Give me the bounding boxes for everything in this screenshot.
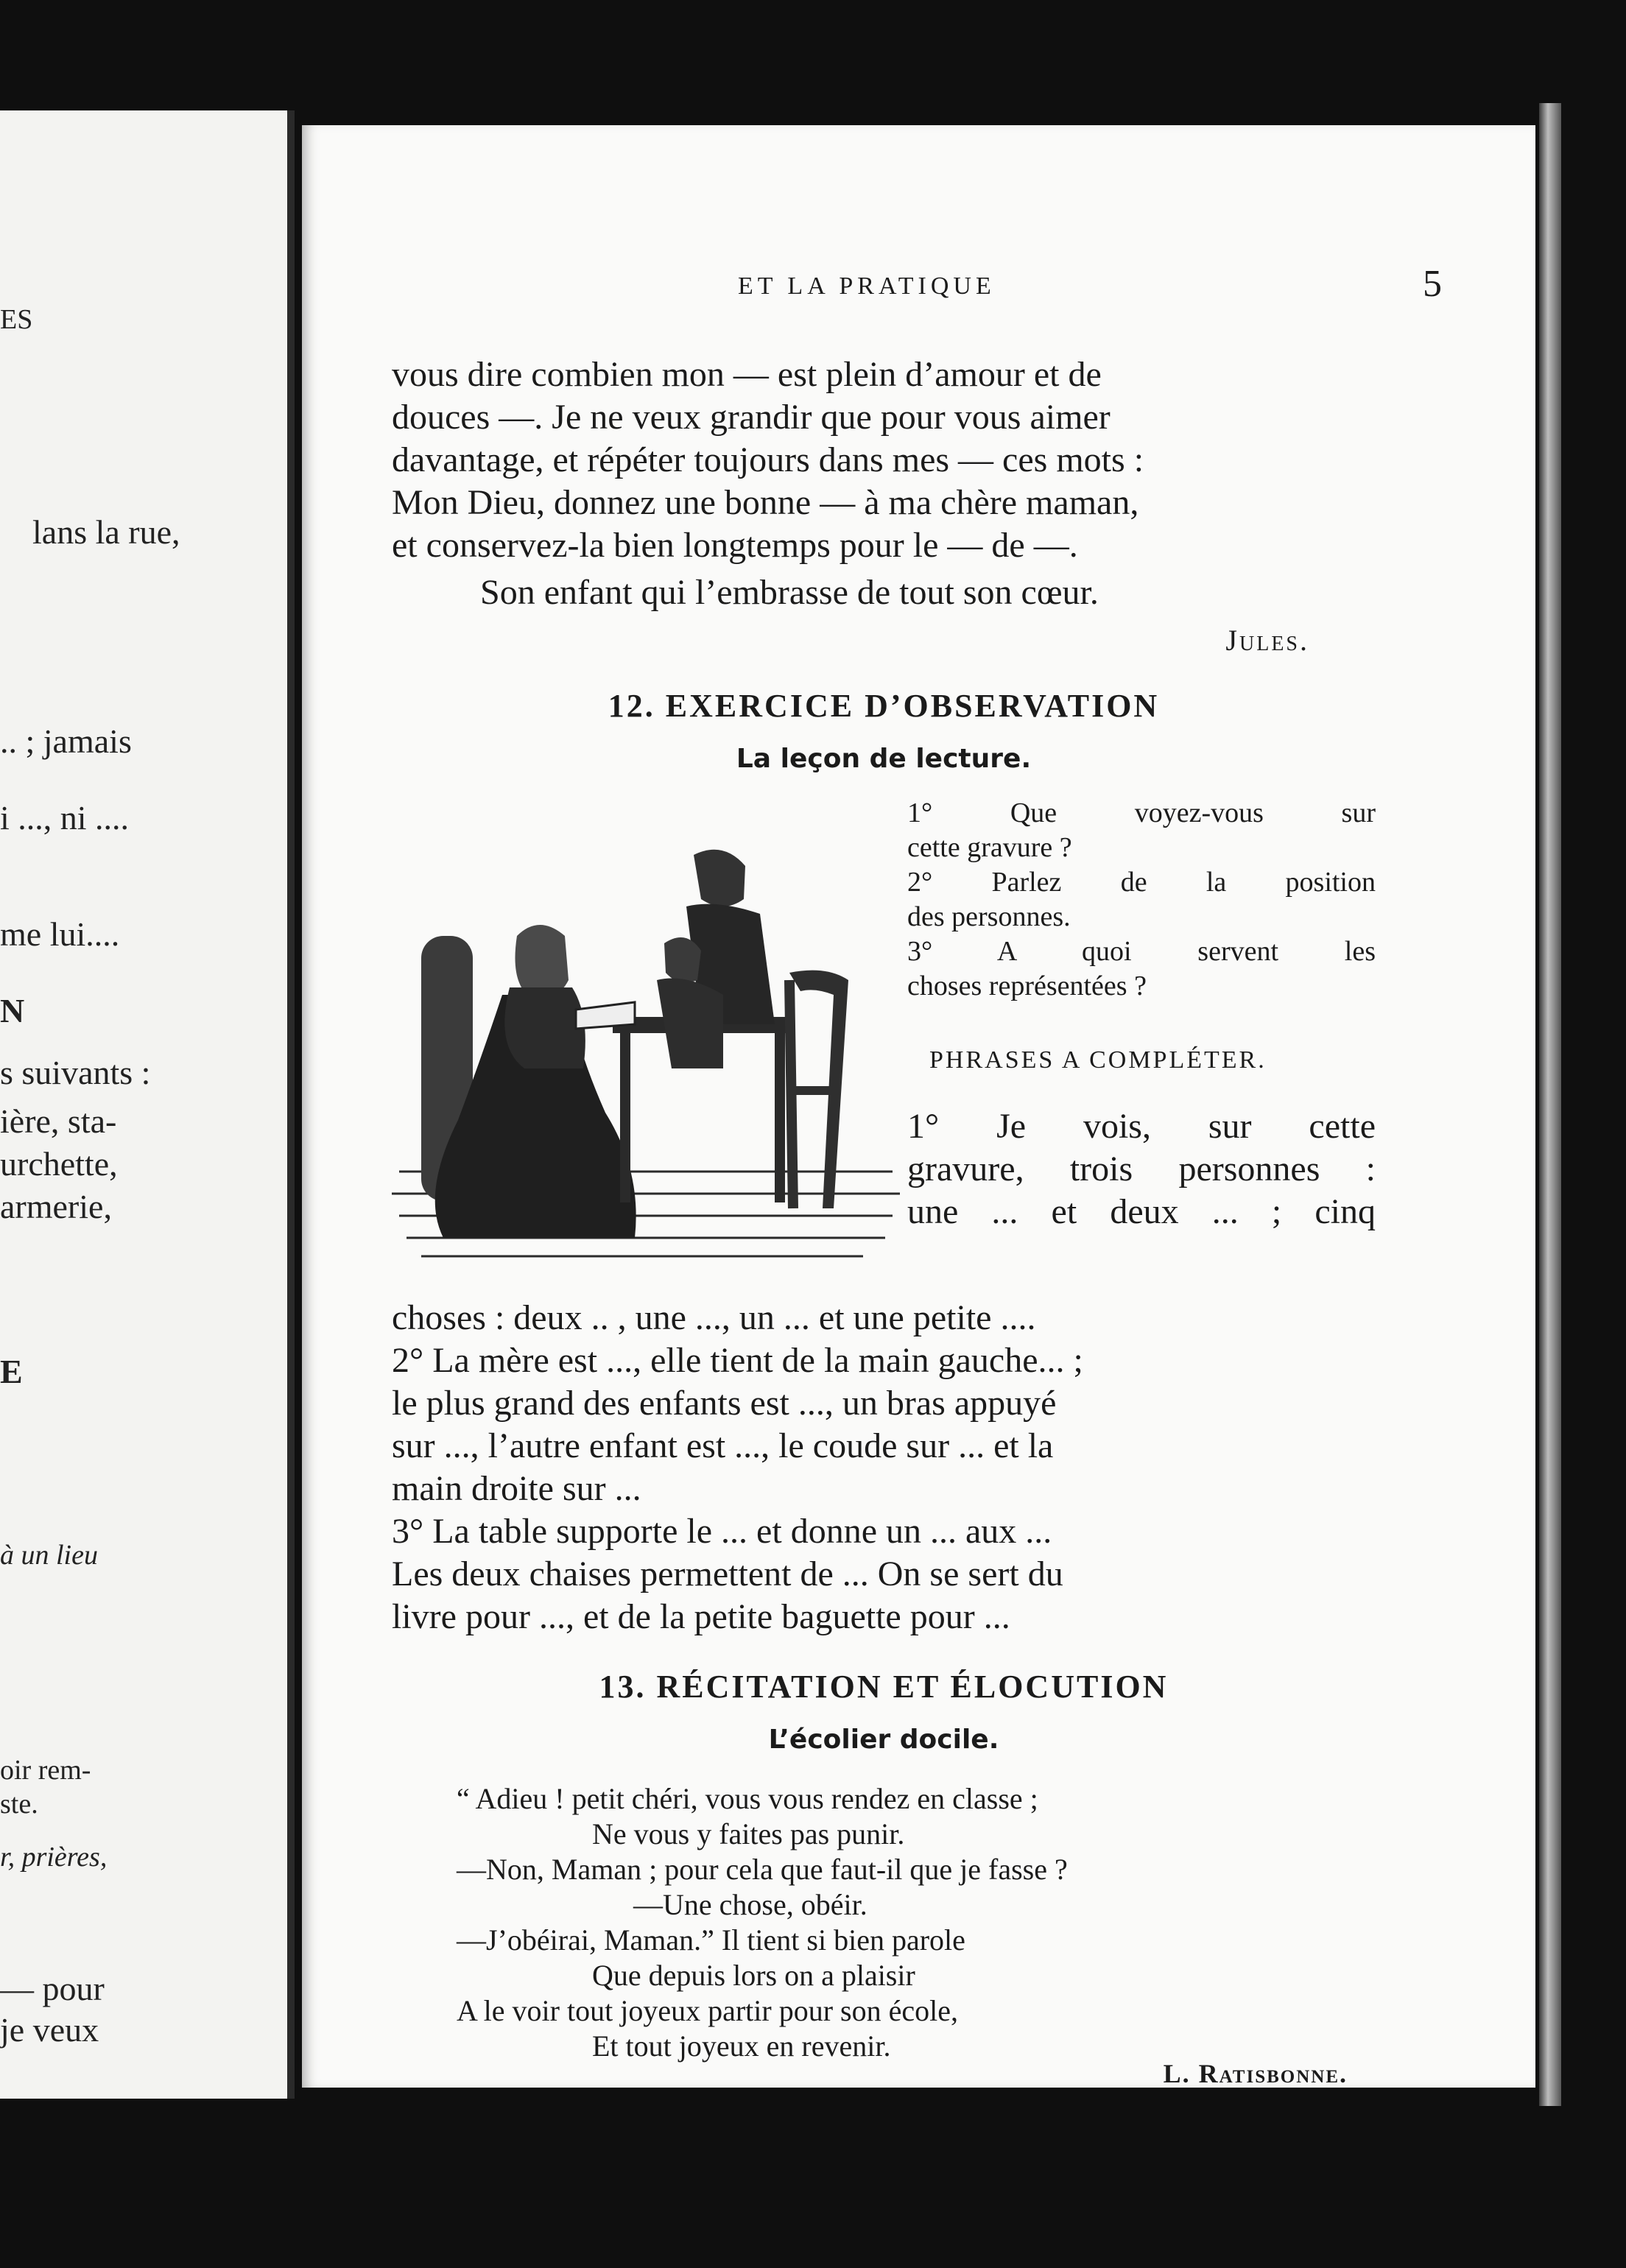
left-fragment: ière, sta- (0, 1102, 117, 1140)
poem-line: —J’obéirai, Maman.” Il tient si bien parole (457, 1923, 965, 1957)
fill-in-line: 1° Je vois, sur cette (907, 1107, 1376, 1146)
poem (392, 1781, 1626, 2064)
letter-closing: Son enfant qui l’embrasse de tout son cœur. (480, 573, 1099, 612)
observation-questions (907, 796, 1376, 1004)
left-fragment: je veux (0, 2011, 99, 2049)
fill-in-line: 3° La table supporte le ... et donne un ... aux ... (392, 1512, 1052, 1551)
fill-in-line: gravure, trois personnes : (907, 1149, 1376, 1188)
page-header (392, 263, 1626, 353)
left-fragment: .. ; jamais (0, 722, 132, 760)
fill-in-line: choses : deux .. , une ..., un ... et une petite .... (392, 1298, 1036, 1337)
question-line: 2° Parlez de la position (907, 867, 1376, 898)
phrases-title: PHRASES A COMPLÉTER. (929, 1046, 1267, 1074)
letter-text (392, 353, 1376, 567)
poem-line: —Une chose, obéir. (633, 1888, 867, 1921)
left-fragment: me lui.... (0, 915, 120, 953)
left-fragment: r, prières, (0, 1842, 108, 1873)
left-fragment: ste. (0, 1789, 38, 1820)
poem-line: A le voir tout joyeux partir pour son école, (457, 1994, 958, 2027)
poem-line: —Non, Maman ; pour cela que faut-il que je fasse ? (457, 1853, 1068, 1886)
left-page (0, 110, 295, 2099)
fill-in-line: main droite sur ... (392, 1469, 641, 1508)
poem-author: L. Ratisbonne. (1163, 2059, 1348, 2088)
question-line: choses représentées ? (907, 971, 1147, 1001)
left-fragment: — pour (0, 1970, 105, 2007)
left-fragment: E (0, 1353, 23, 1390)
left-fragment: lans la rue, (32, 513, 180, 551)
fill-in-line: le plus grand des enfants est ..., un bras appuyé (392, 1384, 1057, 1423)
left-fragment: i ..., ni .... (0, 799, 130, 837)
left-fragment: oir rem- (0, 1755, 91, 1786)
right-page (302, 125, 1535, 2088)
left-fragment: armerie, (0, 1188, 112, 1225)
left-fragment: à un lieu (0, 1540, 98, 1571)
question-line: cette gravure ? (907, 832, 1072, 863)
left-fragment: ES (0, 304, 33, 335)
letter-line: vous dire combien mon — est plein d’amour et de (392, 355, 1102, 394)
engraving-younger-child (664, 937, 701, 982)
fill-in-lines (907, 1105, 1376, 1233)
question-line: 3° A quoi servent les (907, 936, 1376, 967)
fill-in-line: sur ..., l’autre enfant est ..., le coude sur ... et la (392, 1426, 1054, 1465)
poem-line: “ Adieu ! petit chéri, vous vous rendez en classe ; (457, 1782, 1038, 1815)
letter-line: davantage, et répéter toujours dans mes — ces mots : (392, 440, 1144, 479)
poem-line: Ne vous y faites pas punir. (592, 1817, 905, 1850)
page-number: 5 (1423, 263, 1442, 305)
question-line: des personnes. (907, 901, 1071, 932)
poem-line: Et tout joyeux en revenir. (592, 2029, 891, 2063)
page-text (392, 263, 1626, 2089)
left-fragment: urchette, (0, 1145, 118, 1183)
fill-in-continued (392, 1297, 1376, 1638)
fill-in-line: 2° La mère est ..., elle tient de la main gauche... ; (392, 1341, 1083, 1380)
fill-in-line: une ... et deux ... ; cinq (907, 1192, 1376, 1231)
observation-block (392, 796, 1376, 1304)
left-fragment: N (0, 992, 25, 1029)
section-13-title: 13. RÉCITATION ET ÉLOCUTION (599, 1669, 1169, 1705)
fill-in-line: livre pour ..., et de la petite baguette pour ... (392, 1597, 1010, 1636)
reading-lesson-engraving (392, 825, 900, 1260)
letter-line: douces —. Je ne veux grandir que pour vous aimer (392, 398, 1111, 437)
question-line: 1° Que voyez-vous sur (907, 797, 1376, 828)
section-12-title: 12. EXERCICE D’OBSERVATION (608, 688, 1160, 724)
fill-in-line: Les deux chaises permettent de ... On se sert du (392, 1554, 1063, 1593)
left-fragment: s suivants : (0, 1054, 151, 1091)
section-12-subtitle: La leçon de lecture. (736, 744, 1032, 774)
letter-signature: Jules. (1225, 624, 1309, 657)
section-13-subtitle: L’écolier docile. (768, 1725, 999, 1755)
letter-line: et conservez-la bien longtemps pour le — de —. (392, 526, 1078, 565)
letter-line: Mon Dieu, donnez une bonne — à ma chère maman, (392, 483, 1139, 522)
poem-line: Que depuis lors on a plaisir (592, 1959, 915, 1992)
running-head: ET LA PRATIQUE (738, 272, 996, 300)
